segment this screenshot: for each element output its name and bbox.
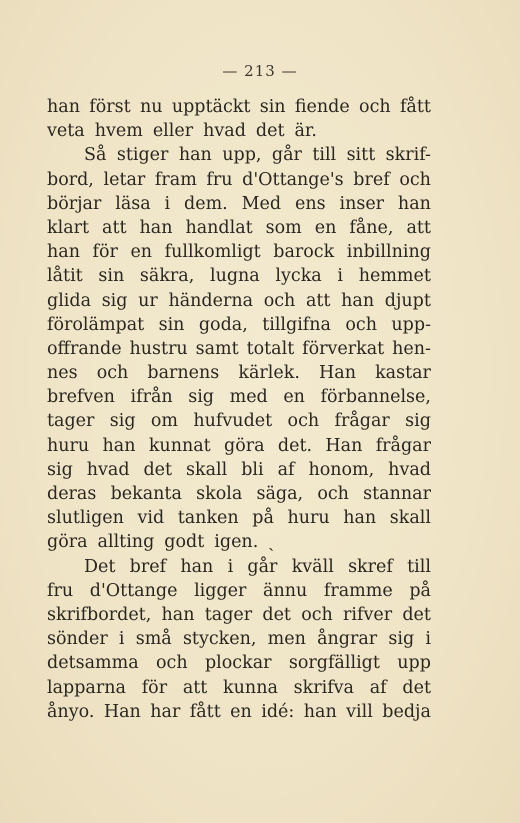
text-line: sönder i små stycken, men ångrar sig i — [47, 629, 431, 650]
text-line: tager sig om hufvudet och frågar sig — [47, 411, 431, 432]
text-line: veta hvem eller hvad det är. — [47, 121, 317, 142]
text-line: klart att han handlat som en fåne, att — [47, 217, 431, 238]
text-line: fru d'Ottange ligger ännu framme på — [47, 580, 431, 601]
text-line: bord, letar fram fru d'Ottange's bref och — [47, 169, 431, 190]
page-number: — 213 — — [222, 62, 298, 80]
text-line: deras bekanta skola säga, och stannar — [47, 484, 431, 504]
text-line: Så stiger han upp, går till sitt skrif- — [84, 145, 431, 166]
text-line: sig hvad det skall bli af honom, hvad — [47, 459, 431, 480]
text-line: han för en fullkomligt barock inbillning — [47, 242, 431, 263]
text-line: låtit sin säkra, lugna lycka i hemmet — [47, 266, 431, 287]
text-line: förolämpat sin goda, tillgifna och upp- — [47, 314, 431, 335]
text-line: lapparna för att kunna skrifva af det — [47, 677, 431, 698]
text-line: glida sig ur händerna och att han djupt — [47, 290, 431, 311]
text-line: slutligen vid tanken på huru han skall — [47, 508, 431, 529]
text-line: skrifbordet, han tager det och rifver det — [47, 604, 431, 625]
text-line: han först nu upptäckt sin fiende och fått — [47, 97, 431, 117]
text-line: nes och barnens kärlek. Han kastar — [47, 363, 431, 384]
text-line: ånyo. Han har fått en idé: han vill bedja — [47, 701, 431, 722]
text-line: Det bref han i går kväll skref till — [84, 556, 431, 577]
text-line: detsamma och plockar sorgfälligt upp — [47, 653, 431, 674]
text-line: göra allting godt igen. ˎ — [47, 532, 275, 553]
text-line: börjar läsa i dem. Med ens inser han — [47, 193, 431, 214]
text-line: brefven ifrån sig med en förbannelse, — [47, 387, 431, 408]
text-line: huru han kunnat göra det. Han frågar — [47, 435, 431, 456]
text-line: offrande hustru samt totalt förverkat hen- — [47, 338, 431, 359]
body-text — [47, 95, 431, 724]
